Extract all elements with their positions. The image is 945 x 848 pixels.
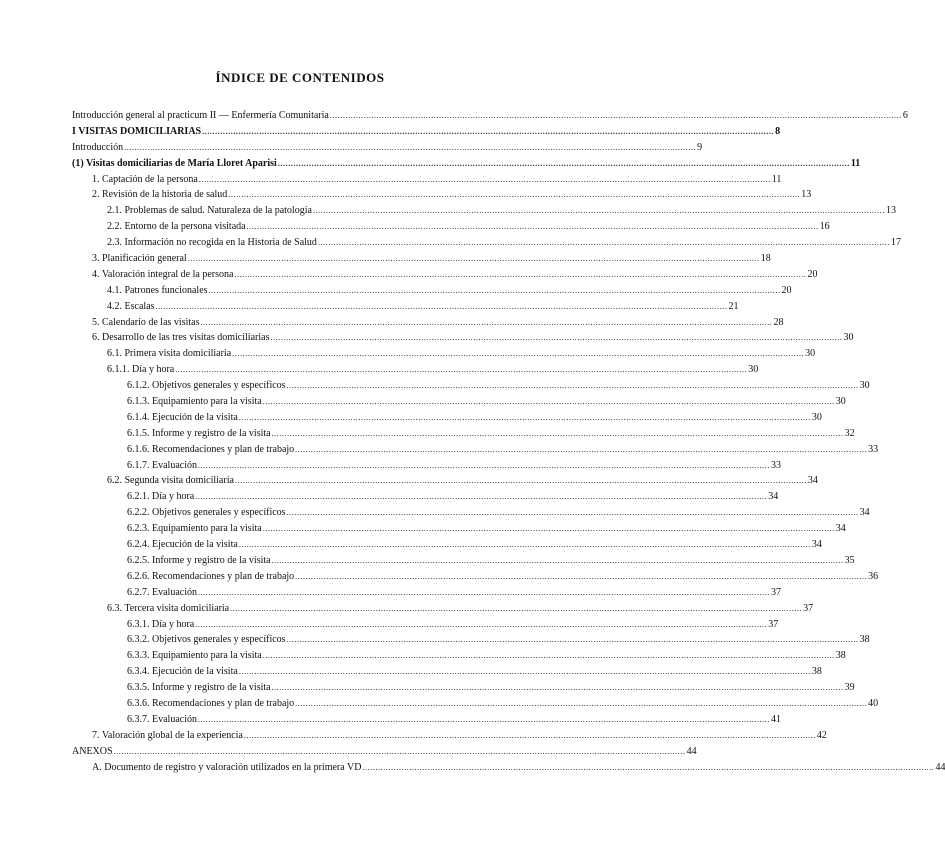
toc-entry[interactable] — [72, 394, 846, 410]
toc-leader-dots: ............................................................................................................................................................................................................................ — [286, 635, 859, 645]
toc-entry-title: 6.3.4. Ejecución de la visita — [127, 666, 238, 678]
toc-entry-title: ANEXOS — [72, 745, 113, 757]
toc-entry[interactable] — [72, 156, 861, 172]
toc-entry-page: 34 — [835, 523, 846, 535]
toc-entry[interactable] — [72, 426, 855, 442]
toc-entry-title: 6.2.7. Evaluación — [127, 586, 197, 598]
toc-entry[interactable] — [72, 680, 855, 696]
toc-entry[interactable] — [72, 696, 879, 712]
toc-leader-dots: ............................................................................................................................................................................................................................ — [197, 460, 770, 470]
toc-entry-title: 6.2.6. Recomendaciones y plan de trabajo — [127, 570, 295, 582]
toc-entry-page: 28 — [773, 316, 784, 328]
toc-entry-title: 2. Revisión de la historia de salud — [92, 189, 228, 201]
toc-entry[interactable] — [72, 235, 901, 251]
toc-entry[interactable] — [72, 108, 908, 124]
toc-entry-title: 6.2.5. Informe y registro de la visita — [127, 554, 271, 566]
toc-entry-title: 6.1.3. Equipamiento para la visita — [127, 396, 262, 408]
toc-entry-title: 6.3.7. Evaluación — [127, 713, 197, 725]
toc-entry[interactable] — [72, 617, 779, 633]
toc-entry-page: 36 — [868, 570, 879, 582]
toc-entry[interactable] — [72, 728, 827, 744]
toc-entry-page: 34 — [768, 491, 779, 503]
toc-entry-page: 38 — [811, 666, 822, 678]
toc-entry-page: 8 — [775, 125, 781, 137]
toc-entry-title: 6.3.3. Equipamiento para la visita — [127, 650, 262, 662]
toc-entry-page: 11 — [771, 173, 782, 185]
toc-entry-title: Introducción — [72, 141, 124, 153]
toc-leader-dots: ............................................................................................................................................................................................................................ — [295, 571, 868, 581]
toc-entry-page: 20 — [781, 284, 792, 296]
toc-entry-page: 37 — [803, 602, 814, 614]
toc-entry-title: 6.3.1. Día y hora — [127, 618, 195, 630]
toc-leader-dots: ............................................................................................................................................................................................................................ — [155, 301, 728, 311]
toc-entry-page: 41 — [770, 713, 781, 725]
toc-entry-title: 6.1.2. Objetivos generales y específicos — [127, 380, 286, 392]
toc-entry[interactable] — [72, 505, 870, 521]
toc-entry-page: 33 — [770, 459, 781, 471]
toc-entry[interactable] — [72, 299, 739, 315]
toc-entry[interactable] — [72, 601, 814, 617]
toc-leader-dots: ............................................................................................................................................................................................................................ — [262, 397, 835, 407]
toc-entry-page: 11 — [850, 157, 861, 169]
toc-leader-dots: ............................................................................................................................................................................................................................ — [262, 651, 835, 661]
toc-leader-dots: ............................................................................................................................................................................................................................ — [312, 206, 885, 216]
toc-entry-page: 21 — [728, 300, 739, 312]
toc-entry[interactable] — [72, 124, 781, 140]
toc-entry[interactable] — [72, 569, 879, 585]
toc-entry[interactable] — [72, 187, 812, 203]
toc-entry[interactable] — [72, 521, 846, 537]
toc-leader-dots: ............................................................................................................................................................................................................................ — [243, 730, 816, 740]
toc-leader-dots: ............................................................................................................................................................................................................................ — [232, 349, 805, 359]
toc-entry-title: 6.1.5. Informe y registro de la visita — [127, 427, 271, 439]
toc-entry[interactable] — [72, 473, 818, 489]
toc-entry-page: 20 — [807, 268, 818, 280]
toc-entry[interactable] — [72, 537, 822, 553]
toc-entry[interactable] — [72, 458, 781, 474]
toc-entry[interactable] — [72, 315, 784, 331]
toc-entry[interactable] — [72, 283, 792, 299]
toc-entry-page: 30 — [811, 411, 822, 423]
toc-entry[interactable] — [72, 442, 879, 458]
toc-entry-title: 1. Captación de la persona — [92, 173, 198, 185]
toc-entry-page: 13 — [885, 205, 896, 217]
toc-entry-title: 6.2.3. Equipamiento para la visita — [127, 523, 262, 535]
toc-entry-page: 30 — [843, 332, 854, 344]
toc-entry-title: 4. Valoración integral de la persona — [92, 268, 234, 280]
page-title: ÍNDICE DE CONTENIDOS — [215, 70, 385, 85]
toc-entry-title: 6.1.1. Día y hora — [107, 364, 175, 376]
toc-entry-page: 16 — [819, 221, 830, 233]
toc-entry[interactable] — [72, 172, 782, 188]
toc-entry[interactable] — [72, 203, 896, 219]
table-of-contents — [72, 108, 945, 775]
toc-entry[interactable] — [72, 410, 822, 426]
toc-entry[interactable] — [72, 489, 779, 505]
toc-entry[interactable] — [72, 267, 818, 283]
toc-leader-dots: ............................................................................................................................................................................................................................ — [295, 698, 868, 708]
toc-entry[interactable] — [72, 712, 781, 728]
toc-leader-dots: ............................................................................................................................................................................................................................ — [195, 492, 768, 502]
toc-entry[interactable] — [72, 744, 697, 760]
toc-entry-page: 18 — [760, 253, 771, 265]
toc-entry[interactable] — [72, 140, 703, 156]
toc-entry-title: 6.2.2. Objetivos generales y específicos — [127, 507, 286, 519]
toc-leader-dots: ............................................................................................................................................................................................................................ — [286, 381, 859, 391]
toc-entry-page: 34 — [859, 507, 870, 519]
toc-entry-title: I VISITAS DOMICILIARIAS — [72, 125, 202, 137]
toc-entry[interactable] — [72, 362, 759, 378]
toc-entry-title: 7. Valoración global de la experiencia — [92, 729, 243, 741]
toc-leader-dots: ............................................................................................................................................................................................................................ — [195, 619, 768, 629]
toc-leader-dots: ............................................................................................................................................................................................................................ — [271, 428, 844, 438]
toc-entry-page: 30 — [835, 396, 846, 408]
toc-leader-dots: ............................................................................................................................................................................................................................ — [270, 333, 843, 343]
toc-leader-dots: ............................................................................................................................................................................................................................ — [286, 508, 859, 518]
toc-leader-dots: ............................................................................................................................................................................................................................ — [238, 667, 811, 677]
toc-leader-dots: ............................................................................................................................................................................................................................ — [295, 444, 868, 454]
toc-entry-title: 6.1. Primera visita domiciliaria — [107, 348, 232, 360]
toc-entry[interactable] — [72, 632, 870, 648]
toc-entry-page: 34 — [807, 475, 818, 487]
toc-entry-page: 44 — [935, 761, 945, 773]
toc-entry-title: 6.2. Segunda visita domiciliaria — [107, 475, 234, 487]
toc-entry-page: 44 — [686, 745, 697, 757]
toc-entry-title: 2.2. Entorno de la persona visitada — [107, 221, 246, 233]
toc-entry-title: 6.3.5. Informe y registro de la visita — [127, 682, 271, 694]
toc-entry-page: 38 — [859, 634, 870, 646]
toc-entry[interactable] — [72, 585, 781, 601]
toc-entry-page: 34 — [811, 539, 822, 551]
toc-entry-page: 6 — [902, 110, 908, 121]
toc-leader-dots: ............................................................................................................................................................................................................................ — [228, 190, 801, 200]
toc-entry-title: 2.3. Información no recogida en la Historia de Salud — [107, 237, 317, 249]
toc-leader-dots: ............................................................................................................................................................................................................................ — [262, 524, 835, 534]
toc-entry-page: 38 — [835, 650, 846, 662]
toc-entry[interactable] — [72, 553, 855, 569]
toc-entry-title: 6.1.4. Ejecución de la visita — [127, 411, 238, 423]
toc-leader-dots: ............................................................................................................................................................................................................................ — [208, 285, 781, 295]
toc-entry[interactable] — [72, 219, 830, 235]
toc-entry-title: 6.3. Tercera visita domiciliaria — [107, 602, 230, 614]
toc-entry-page: 33 — [868, 443, 879, 455]
toc-entry-title: 2.1. Problemas de salud. Naturaleza de la patología — [107, 205, 312, 217]
toc-entry[interactable] — [72, 378, 870, 394]
toc-leader-dots: ............................................................................................................................................................................................................................ — [197, 587, 770, 597]
toc-entry-title: 6.1.6. Recomendaciones y plan de trabajo — [127, 443, 295, 455]
toc-entry-page: 30 — [859, 380, 870, 392]
toc-entry-title: 5. Calendario de las visitas — [92, 316, 200, 328]
toc-entry-title: 6.3.2. Objetivos generales y específicos — [127, 634, 286, 646]
toc-entry-page: 37 — [770, 586, 781, 598]
toc-leader-dots: ............................................................................................................................................................................................................................ — [197, 714, 770, 724]
toc-entry-title: 6. Desarrollo de las tres visitas domiciliarias — [92, 332, 270, 344]
toc-leader-dots: ............................................................................................................................................................................................................................ — [362, 762, 935, 772]
toc-entry-title: 6.3.6. Recomendaciones y plan de trabajo — [127, 697, 295, 709]
toc-entry-title: 6.2.4. Ejecución de la visita — [127, 539, 238, 551]
toc-entry-title: (1) Visitas domiciliarias de María Lloret Aparisi — [72, 157, 277, 169]
toc-entry-page: 39 — [844, 682, 855, 694]
toc-entry-page: 37 — [768, 618, 779, 630]
toc-leader-dots: ............................................................................................................................................................................................................................ — [317, 238, 890, 248]
toc-leader-dots: ............................................................................................................................................................................................................................ — [246, 222, 819, 232]
toc-entry-page: 30 — [748, 364, 759, 376]
toc-leader-dots: ............................................................................................................................................................................................................................ — [113, 746, 686, 756]
toc-entry[interactable] — [72, 664, 822, 680]
toc-leader-dots: ............................................................................................................................................................................................................................ — [234, 476, 807, 486]
toc-entry-page: 40 — [868, 697, 879, 709]
toc-leader-dots: ............................................................................................................................................................................................................................ — [271, 683, 844, 693]
toc-leader-dots: ............................................................................................................................................................................................................................ — [198, 174, 771, 184]
toc-entry-title: 4.1. Patrones funcionales — [107, 284, 208, 296]
toc-entry-title: 6.1.7. Evaluación — [127, 459, 197, 471]
toc-entry-page: 35 — [844, 554, 855, 566]
toc-entry-page: 17 — [890, 237, 901, 249]
toc-entry[interactable] — [72, 648, 846, 664]
toc-entry-page: 9 — [697, 141, 703, 153]
toc-entry-page: 30 — [805, 348, 816, 360]
toc-entry-title: A. Documento de registro y valoración utilizados en la primera VD — [92, 761, 362, 773]
toc-entry-title: 4.2. Escalas — [107, 300, 155, 312]
toc-entry[interactable] — [72, 330, 854, 346]
toc-leader-dots: ............................................................................................................................................................................................................................ — [187, 254, 760, 264]
toc-entry-title: Introducción general al practicum II — Enfermería Comunitaria — [72, 110, 329, 121]
toc-leader-dots: ............................................................................................................................................................................................................................ — [238, 412, 811, 422]
toc-entry[interactable] — [72, 251, 771, 267]
toc-leader-dots: ............................................................................................................................................................................................................................ — [202, 126, 775, 136]
toc-leader-dots: ............................................................................................................................................................................................................................ — [277, 158, 850, 168]
toc-leader-dots: ............................................................................................................................................................................................................................ — [124, 142, 697, 152]
toc-entry-title: 6.2.1. Día y hora — [127, 491, 195, 503]
toc-entry-title: 3. Planificación general — [92, 253, 187, 265]
toc-entry-page: 13 — [801, 189, 812, 201]
toc-entry-page: 32 — [844, 427, 855, 439]
toc-entry[interactable] — [72, 760, 945, 776]
toc-entry[interactable] — [72, 346, 816, 362]
toc-leader-dots: ............................................................................................................................................................................................................................ — [175, 365, 748, 375]
toc-leader-dots: ............................................................................................................................................................................................................................ — [238, 540, 811, 550]
toc-leader-dots: ............................................................................................................................................................................................................................ — [200, 317, 773, 327]
toc-leader-dots: ............................................................................................................................................................................................................................ — [271, 555, 844, 565]
toc-leader-dots: ............................................................................................................................................................................................................................ — [329, 111, 902, 120]
toc-entry-page: 42 — [816, 729, 827, 741]
toc-leader-dots: ............................................................................................................................................................................................................................ — [234, 269, 807, 279]
toc-leader-dots: ............................................................................................................................................................................................................................ — [230, 603, 803, 613]
